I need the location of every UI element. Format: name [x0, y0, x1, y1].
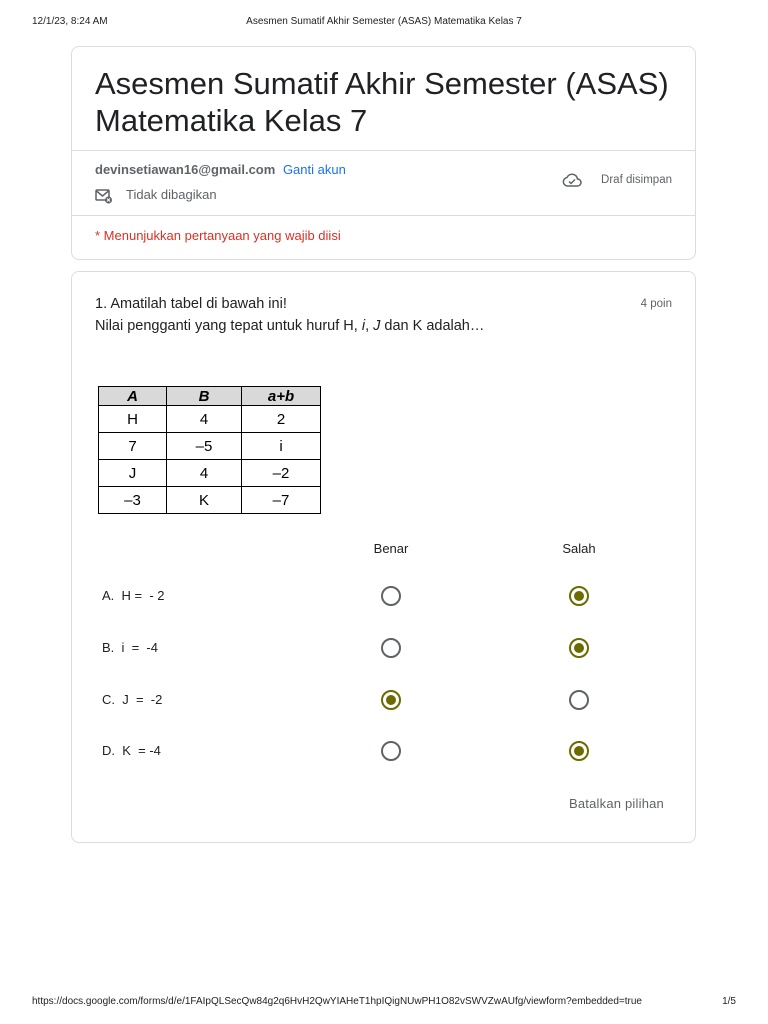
print-page-number: 1/5	[722, 996, 736, 1007]
table-cell: 7	[99, 433, 167, 460]
table-cell: H	[99, 406, 167, 433]
question-points: 4 poin	[640, 298, 672, 310]
prompt-text-italic: J	[373, 318, 381, 334]
radio-benar[interactable]	[381, 638, 401, 658]
form-title: Asesmen Sumatif Akhir Semester (ASAS) Matematika Kelas 7	[95, 66, 669, 138]
radio-salah[interactable]	[569, 690, 589, 710]
row-label: A. H = - 2	[102, 588, 165, 603]
divider	[72, 150, 695, 151]
print-datetime: 12/1/23, 8:24 AM	[32, 16, 108, 27]
question-table	[98, 386, 321, 514]
draft-saved-text: Draf disimpan	[601, 174, 672, 186]
clear-selection-button[interactable]: Batalkan pilihan	[569, 796, 664, 811]
row-label: D. K = -4	[102, 743, 161, 758]
required-note: * Menunjukkan pertanyaan yang wajib diisi	[95, 228, 341, 243]
column-header-benar: Benar	[373, 541, 409, 556]
row-label: C. J = -2	[102, 692, 163, 707]
column-header-salah: Salah	[562, 541, 596, 556]
table-cell: –5	[167, 433, 242, 460]
print-header	[32, 16, 736, 30]
table-header-cell: a+b	[242, 387, 321, 406]
radio-benar[interactable]	[381, 586, 401, 606]
question-title: 1. Amatilah tabel di bawah ini!	[95, 296, 287, 312]
prompt-text: Nilai pengganti yang tepat untuk huruf H,	[95, 318, 362, 334]
table-cell: 2	[242, 406, 321, 433]
form-header-card	[71, 46, 696, 260]
not-shared-text: Tidak dibagikan	[126, 187, 217, 202]
email-text: devinsetiawan16@gmail.com	[95, 162, 276, 177]
table-row	[99, 406, 321, 433]
radio-salah[interactable]	[569, 586, 589, 606]
table-row	[99, 433, 321, 460]
table-cell: –7	[242, 487, 321, 514]
table-cell: 4	[167, 406, 242, 433]
prompt-text-italic: i	[361, 318, 366, 334]
cloud-saved-icon	[561, 171, 583, 189]
divider	[72, 215, 695, 216]
row-label: B. i = -4	[102, 640, 158, 655]
table-cell: 4	[167, 460, 242, 487]
grid-row-a	[72, 584, 695, 608]
account-email	[95, 162, 346, 177]
table-header-row	[99, 387, 321, 406]
switch-account-link[interactable]: Ganti akun	[282, 162, 346, 177]
grid-row-b	[72, 636, 695, 660]
table-row	[99, 487, 321, 514]
prompt-text: dan K adalah…	[380, 318, 485, 334]
print-footer	[32, 996, 736, 1010]
table-cell: i	[242, 433, 321, 460]
grid-row-d	[72, 739, 695, 763]
question-prompt	[95, 318, 484, 334]
print-doc-title: Asesmen Sumatif Akhir Semester (ASAS) Matematika Kelas 7	[246, 16, 522, 27]
table-header-cell: B	[167, 387, 242, 406]
prompt-text: ,	[365, 318, 374, 334]
table-cell: J	[99, 460, 167, 487]
print-url: https://docs.google.com/forms/d/e/1FAIpQLSecQw84g2q6HvH2QwYIAHeT1hpIQigNUwPH1O82vSWVZwAUfg/viewform?embedded=true	[32, 996, 642, 1007]
table-row	[99, 460, 321, 487]
draft-saved-status	[569, 174, 672, 186]
radio-salah[interactable]	[569, 638, 589, 658]
table-header-cell: A	[99, 387, 167, 406]
table-cell: –2	[242, 460, 321, 487]
mail-not-shared-icon	[95, 188, 113, 204]
radio-benar[interactable]	[381, 690, 401, 710]
table-cell: K	[167, 487, 242, 514]
question-card	[71, 271, 696, 843]
radio-benar[interactable]	[381, 741, 401, 761]
grid-row-c	[72, 688, 695, 712]
table-cell: –3	[99, 487, 167, 514]
radio-salah[interactable]	[569, 741, 589, 761]
